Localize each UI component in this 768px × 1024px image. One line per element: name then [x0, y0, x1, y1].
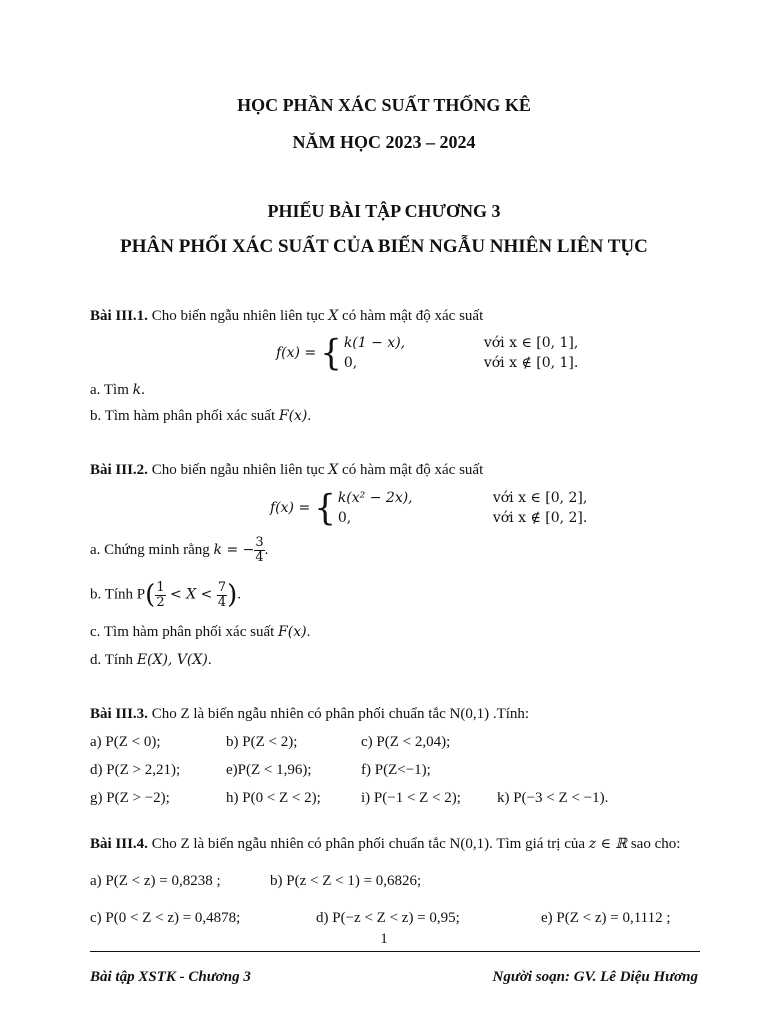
ex3-item: a) P(Z < 0); — [90, 734, 161, 750]
course-title: HỌC PHẦN XÁC SUẤT THỐNG KÊ — [237, 95, 531, 115]
ex4-statement: Bài III.4. Cho Z là biến ngẫu nhiên có phân phối chuẩn tắc N(0,1). Tìm giá trị của z ∈ ℝ sao cho: — [90, 836, 681, 852]
chapter-title: PHÂN PHỐI XÁC SUẤT CỦA BIẾN NGẪU NHIÊN LIÊN TỤC — [120, 236, 648, 257]
fraction-7-4: $\frac{7}{4}$ — [217, 579, 227, 610]
ex1-statement: Bài III.1. Cho biến ngẫu nhiên liên tục X có hàm mật độ xác suất — [90, 308, 484, 324]
ex2-part-d: d. Tính E(X), V(X). — [90, 652, 212, 668]
ex4-item: c) P(0 < Z < z) = 0,4878; — [90, 910, 241, 926]
worksheet-title: PHIẾU BÀI TẬP CHƯƠNG 3 — [267, 201, 501, 221]
ex4-item: a) P(Z < z) = 0,8238 ; — [90, 873, 221, 889]
ex3-item: e)P(Z < 1,96); — [226, 762, 312, 778]
ex2-part-b: b. Tính P( $\frac{1}{2}$ < X < $\frac{7}{4}$ ). — [90, 579, 242, 610]
ex3-label: Bài III.3. — [90, 706, 148, 722]
ex3-item: k) P(−3 < Z < −1). — [497, 790, 609, 806]
ex4-item: b) P(z < Z < 1) = 0,6826; — [270, 873, 422, 889]
ex1-density-formula: f(x) = { k(1 − x), với x ∈ [0, 1], 0, với x ∉ [0, 1]. — [276, 332, 579, 374]
ex3-item: g) P(Z > −2); — [90, 790, 170, 806]
academic-year: NĂM HỌC 2023 – 2024 — [292, 132, 476, 152]
footer-left-text: Bài tập XSTK - Chương 3 — [90, 969, 251, 985]
ex4-item: e) P(Z < z) = 0,1112 ; — [541, 910, 671, 926]
ex3-item: f) P(Z<−1); — [361, 762, 431, 778]
ex3-item: c) P(Z < 2,04); — [361, 734, 451, 750]
ex2-part-c: c. Tìm hàm phân phối xác suất F(x). — [90, 624, 311, 640]
ex2-statement: Bài III.2. Cho biến ngẫu nhiên liên tục X có hàm mật độ xác suất — [90, 462, 484, 478]
ex2-part-a: a. Chứng minh rằng k = − $\frac{3}{4}$ . — [90, 535, 269, 565]
ex3-item: h) P(0 < Z < 2); — [226, 790, 321, 806]
footer-divider — [90, 951, 700, 952]
ex4-label: Bài III.4. — [90, 836, 148, 852]
left-brace: { — [320, 332, 342, 374]
fraction-3-4: $\frac{3}{4}$ — [255, 535, 264, 565]
ex1-label: Bài III.1. — [90, 308, 148, 324]
left-brace: { — [314, 487, 336, 529]
ex1-part-b: b. Tìm hàm phân phối xác suất F(x). — [90, 408, 312, 424]
ex2-label: Bài III.2. — [90, 462, 148, 478]
ex3-statement: Bài III.3. Cho Z là biến ngẫu nhiên có phân phối chuẩn tắc N(0,1) .Tính: — [90, 706, 530, 722]
ex3-item: d) P(Z > 2,21); — [90, 762, 181, 778]
fraction-1-2: $\frac{1}{2}$ — [156, 579, 165, 610]
ex1-part-a: a. Tìm k. — [90, 382, 145, 398]
footer-author: Người soạn: GV. Lê Diệu Hương — [492, 969, 698, 985]
ex4-item: d) P(−z < Z < z) = 0,95; — [316, 910, 460, 926]
ex2-density-formula: f(x) = { k(x² − 2x), với x ∈ [0, 2], 0, với x ∉ [0, 2]. — [270, 487, 588, 529]
ex3-item: i) P(−1 < Z < 2); — [361, 790, 461, 806]
ex3-item: b) P(Z < 2); — [226, 734, 298, 750]
page-number: 1 — [380, 931, 388, 947]
